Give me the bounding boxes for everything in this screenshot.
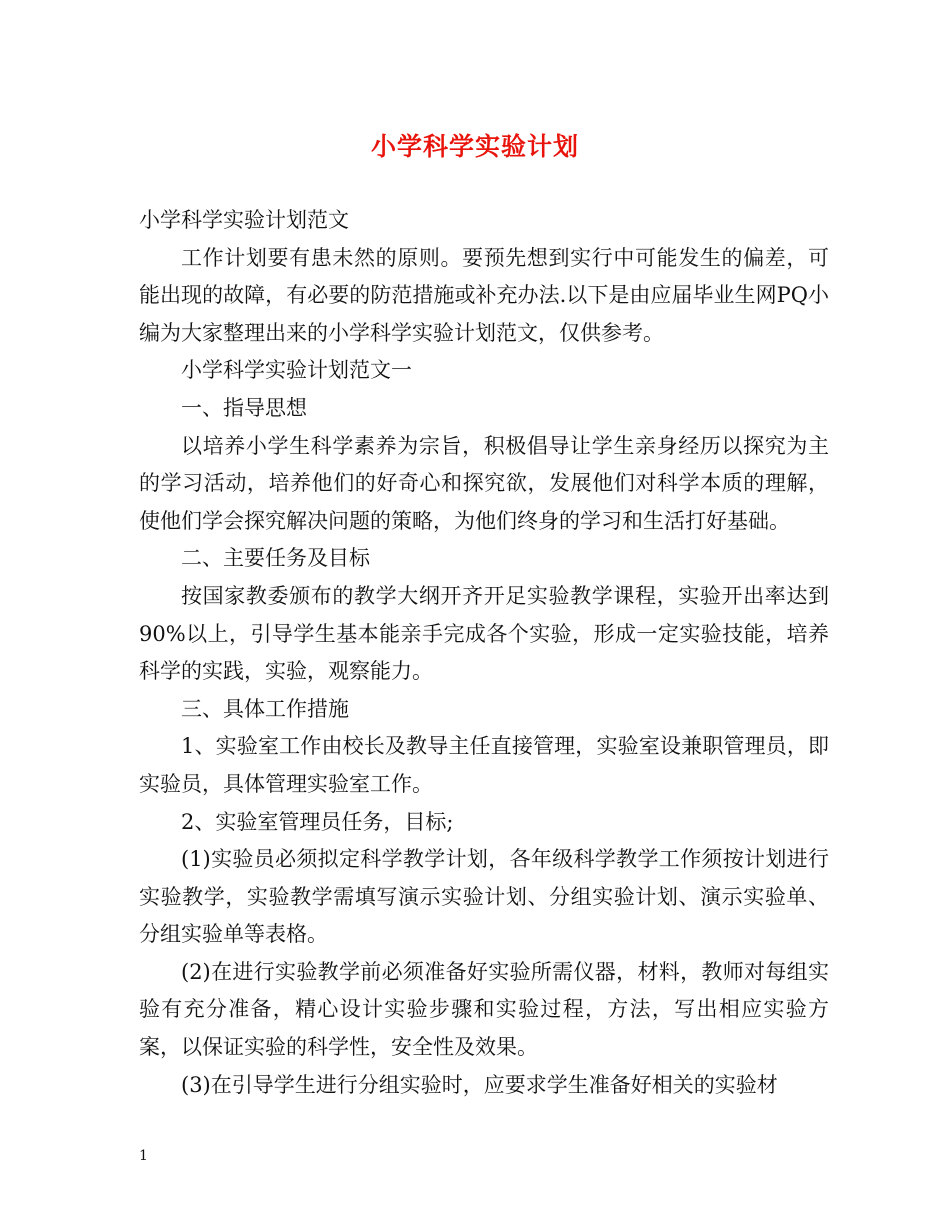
body-paragraph: 按国家教委颁布的教学大纲开齐开足实验教学课程，实验开出率达到90%以上，引导学生基本能亲手完成各个实验，形成一定实验技能，培养科学的实践，实验，观察能力。 [139, 583, 829, 684]
section-heading: 小学科学实验计划范文一 [181, 358, 412, 383]
body-paragraph: 2、实验室管理员任务，目标; [181, 809, 454, 834]
section-heading: 二、主要任务及目标 [181, 546, 370, 571]
section-heading: 三、具体工作措施 [181, 696, 349, 721]
subtitle-paragraph: 小学科学实验计划范文 [139, 208, 349, 232]
section-heading: 一、指导思想 [181, 395, 307, 420]
body-paragraph: 1、实验室工作由校长及教导主任直接管理，实验室设兼职管理员，即实验员，具体管理实验室工作。 [139, 734, 829, 796]
body-paragraph: (3)在引导学生进行分组实验时，应要求学生准备好相关的实验材 [181, 1072, 778, 1097]
body-paragraph: (1)实验员必须拟定科学教学计划，各年级科学教学工作须按计划进行实验教学，实验教学需填写演示实验计划、分组实验计划、演示实验单、分组实验单等表格。 [139, 847, 829, 947]
document-body [139, 202, 829, 1104]
intro-paragraph: 工作计划要有患未然的原则。要预先想到实行中可能发生的偏差，可能出现的故障，有必要的防范措施或补充办法.以下是由应届毕业生网PQ小编为大家整理出来的小学科学实验计划范文，仅供参考。 [139, 245, 829, 345]
body-paragraph: (2)在进行实验教学前必须准备好实验所需仪器，材料，教师对每组实验有充分准备，精心设计实验步骤和实验过程，方法，写出相应实验方案，以保证实验的科学性，安全性及效果。 [139, 959, 829, 1060]
body-paragraph: 以培养小学生科学素养为宗旨，积极倡导让学生亲身经历以探究为主的学习活动，培养他们的好奇心和探究欲，发展他们对科学本质的理解，使他们学会探究解决问题的策略，为他们终身的学习和生活打好基础。 [139, 433, 829, 533]
page-number: 1 [139, 1148, 148, 1164]
document-title: 小学科学实验计划 [370, 132, 579, 161]
